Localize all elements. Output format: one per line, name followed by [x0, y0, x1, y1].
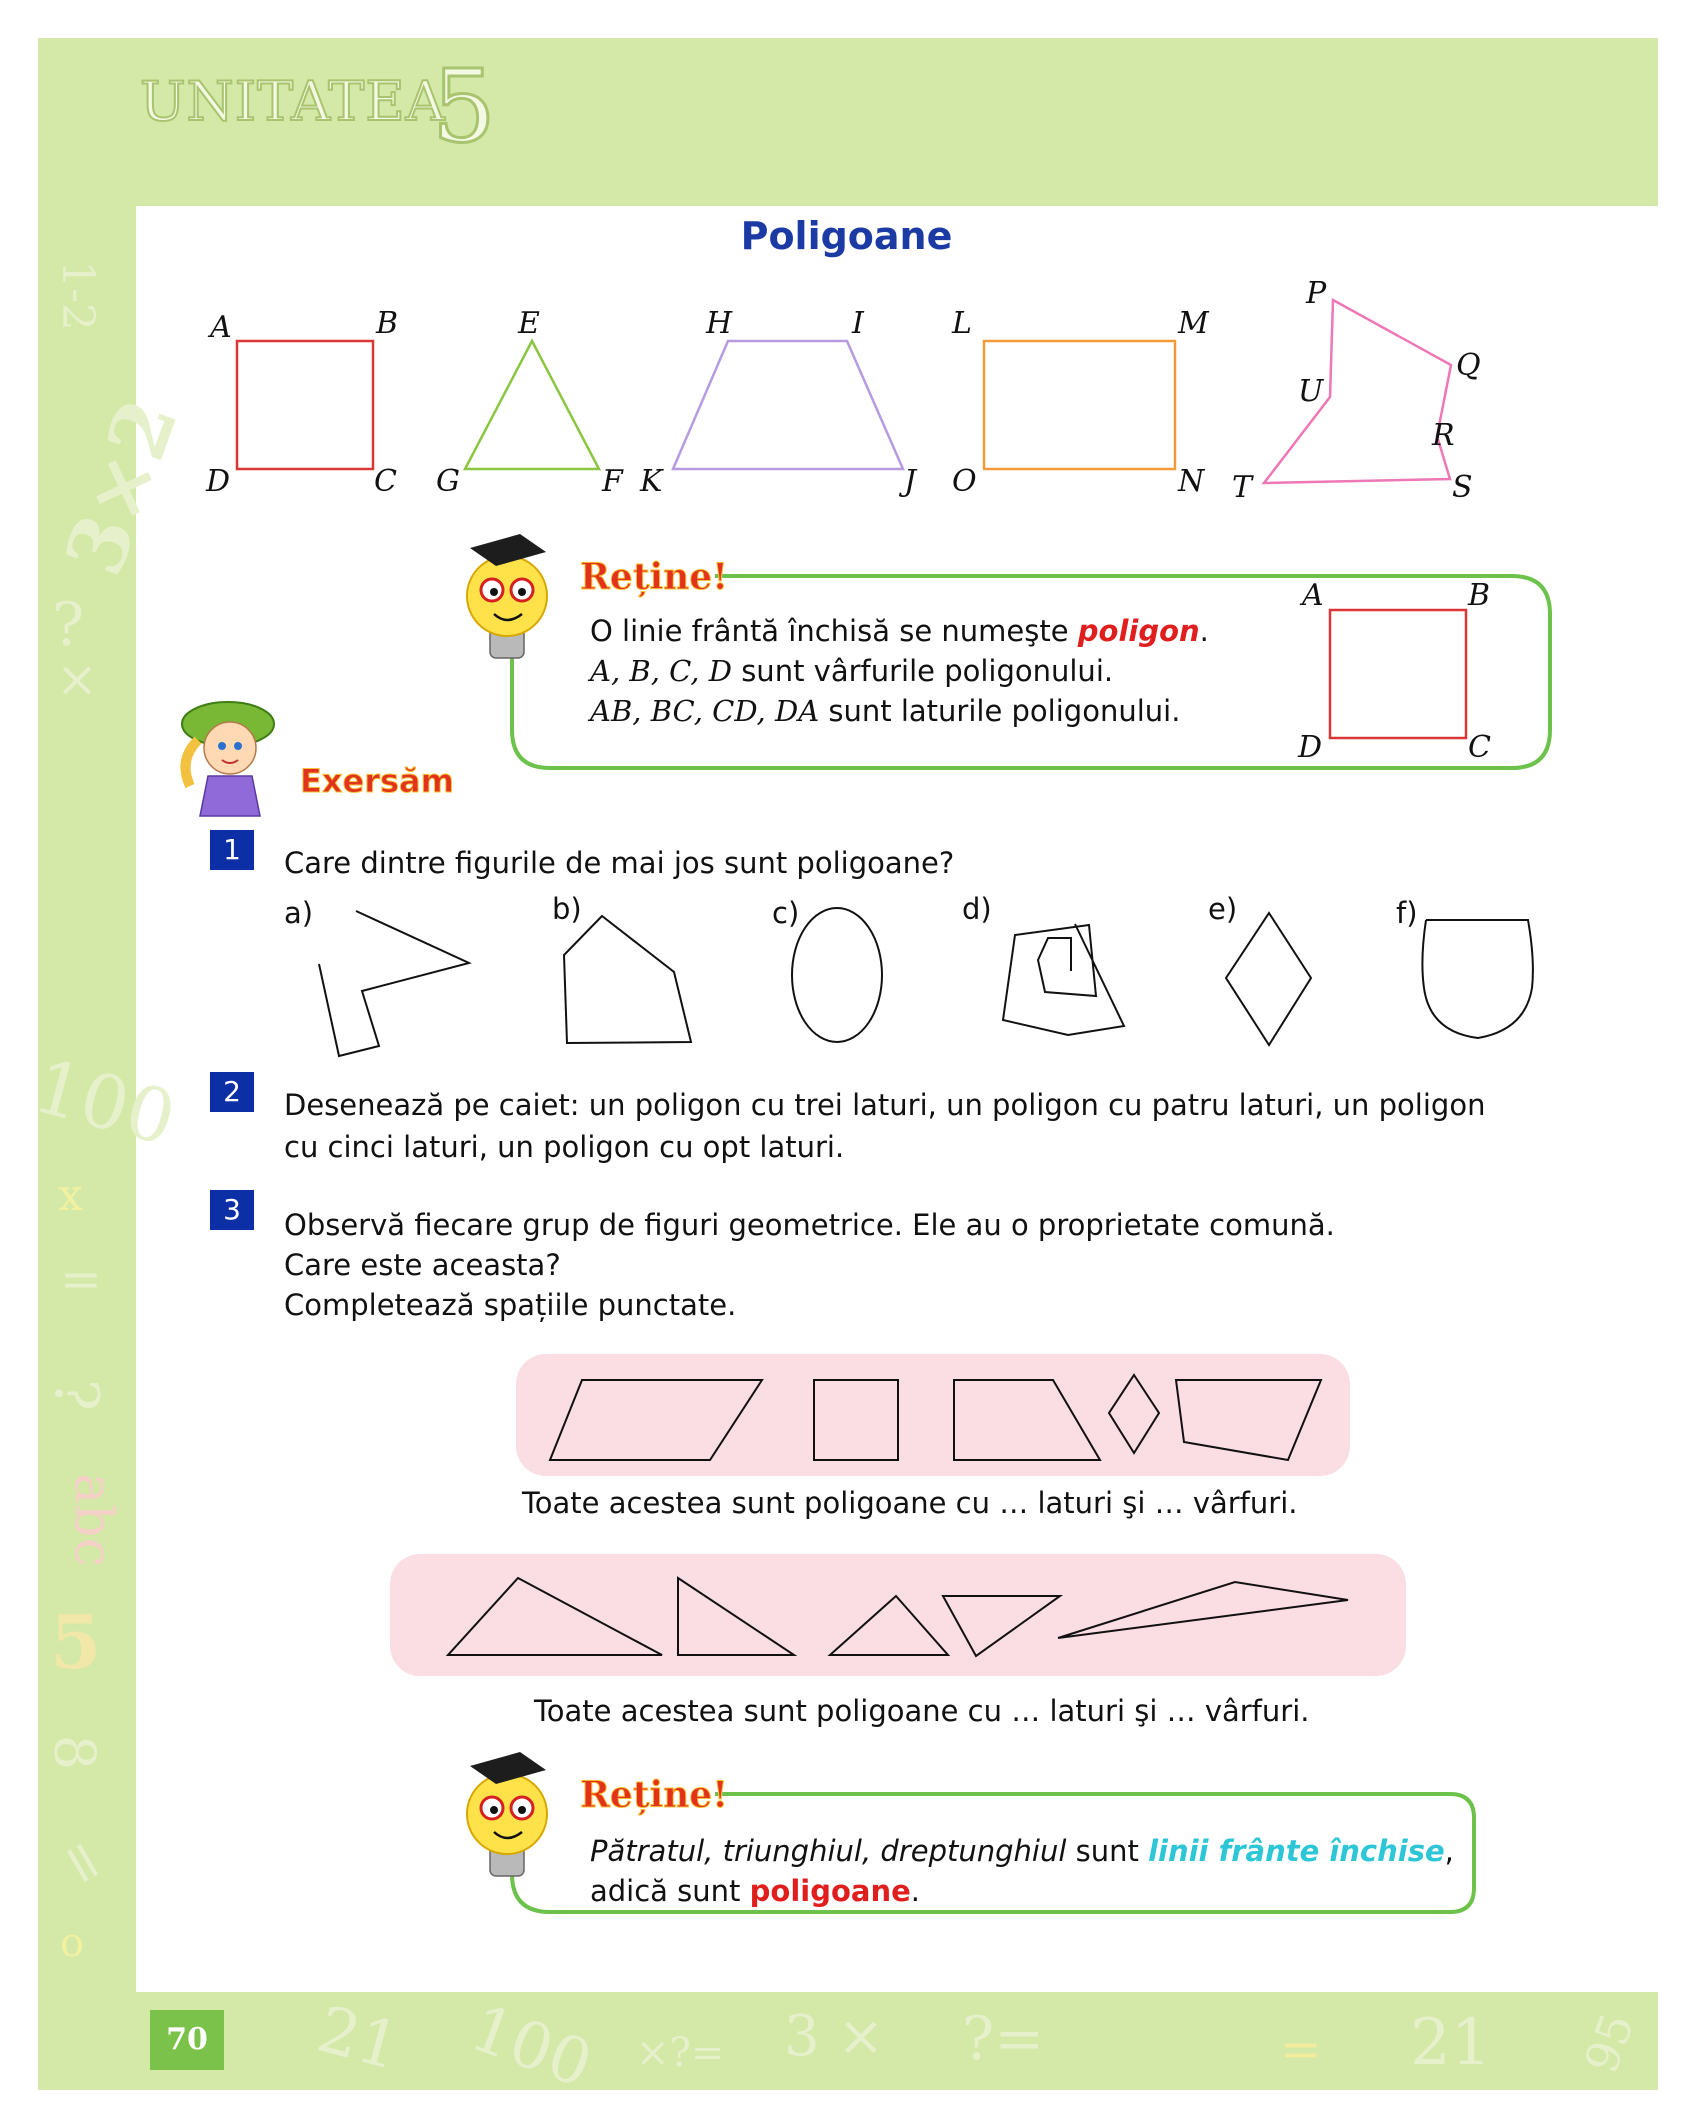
retine-sides: AB, BC, CD, DA — [590, 694, 820, 728]
footer-decoration: ×?= — [636, 2030, 725, 2076]
side-decoration: 5 — [50, 1600, 102, 1686]
triangle-egf — [465, 341, 599, 469]
footer-decoration: = — [1280, 2020, 1322, 2078]
exercise-2-line: cu cinci laturi, un poligon cu opt laturi. — [284, 1130, 845, 1164]
option-label: c) — [772, 896, 800, 930]
footer-decoration: 100 — [461, 1991, 602, 2103]
option-label: d) — [962, 892, 992, 926]
exercise-number: 3 — [210, 1190, 254, 1230]
vertex-label: Q — [1456, 348, 1481, 383]
retine-shapes: Pătratul, triunghiul, dreptunghiul — [590, 1834, 1067, 1868]
vertex-label: C — [1468, 730, 1491, 765]
vertex-label: S — [1452, 470, 1473, 505]
lightbulb-mascot-icon — [467, 534, 547, 658]
vertex-label: D — [1298, 730, 1323, 765]
exercise-1-figures — [0, 880, 1693, 1060]
side-decoration: x — [58, 1170, 83, 1221]
retine-line-1 — [590, 614, 1209, 648]
retine-text: . — [910, 1874, 920, 1908]
vertex-label: I — [852, 306, 864, 341]
retine-heading: Reține! — [580, 1774, 729, 1816]
retine-text: . — [1199, 614, 1209, 648]
polygon-pqrsut — [1264, 300, 1451, 483]
exercise-number: 2 — [210, 1072, 254, 1112]
side-decoration: = — [60, 1250, 102, 1308]
girl-mascot-icon — [168, 690, 298, 820]
footer-decoration: 95 — [1573, 2006, 1645, 2080]
retine-text: sunt — [1066, 1834, 1149, 1868]
vertex-label: T — [1232, 470, 1253, 505]
retine-emphasis: poligon — [1077, 614, 1200, 648]
retine-text: sunt vârfurile poligonului. — [731, 654, 1114, 688]
figure-f — [1422, 920, 1533, 1038]
triangles-panel — [388, 1552, 1408, 1680]
vertex-label: C — [374, 464, 397, 499]
retine-2-line-2 — [590, 1874, 920, 1908]
retine-vertices: A, B, C, D — [590, 654, 732, 688]
figure-c — [792, 908, 882, 1042]
rectangle-lmno — [984, 341, 1175, 469]
side-decoration: × — [56, 650, 98, 708]
vertex-label: L — [952, 306, 972, 341]
side-decoration: 1-2 — [51, 260, 103, 331]
vertex-label: D — [206, 464, 231, 499]
unit-number: 5 — [432, 48, 496, 165]
vertex-label: F — [602, 464, 623, 499]
option-label: a) — [284, 896, 314, 930]
side-decoration: 8 — [41, 1734, 107, 1771]
exercise-1-question: Care dintre figurile de mai jos sunt poligoane? — [284, 846, 955, 880]
square-abcd — [237, 341, 373, 469]
page-number: 70 — [150, 2010, 224, 2070]
retine-line-2 — [590, 654, 1113, 688]
side-decoration: = — [43, 1825, 124, 1900]
side-decoration: ? — [52, 590, 85, 660]
vertex-label: H — [706, 306, 733, 341]
option-label: b) — [552, 892, 582, 926]
caption-triangles: Toate acestea sunt poligoane cu … laturi şi … vârfuri. — [534, 1694, 1310, 1728]
figure-e — [1226, 913, 1311, 1045]
vertex-label: A — [1302, 578, 1324, 613]
caption-quadrilaterals: Toate acestea sunt poligoane cu … laturi şi … vârfuri. — [522, 1486, 1298, 1520]
vertex-label: B — [1468, 578, 1491, 613]
vertex-label: P — [1306, 276, 1327, 311]
exercise-2-line: Desenează pe caiet: un poligon cu trei laturi, un poligon cu patru laturi, un poligon — [284, 1088, 1486, 1122]
retine-line-3 — [590, 694, 1180, 728]
vertex-label: K — [640, 464, 663, 499]
figure-a — [319, 911, 469, 1056]
side-decoration: o — [60, 1920, 85, 1966]
footer-decoration: 3 × — [784, 2004, 885, 2069]
footer-decoration: 21 — [1410, 2006, 1492, 2080]
retine-text: O linie frântă închisă se numeşte — [590, 614, 1078, 648]
retine-text: , — [1444, 1834, 1454, 1868]
lightbulb-mascot-icon — [467, 1752, 547, 1876]
side-decoration: ? — [41, 1378, 112, 1412]
footer-decoration: ?= — [962, 2004, 1045, 2074]
vertex-label: M — [1178, 306, 1209, 341]
vertex-label: J — [904, 464, 917, 499]
exercise-number: 1 — [210, 830, 254, 870]
retine-emphasis: poligoane — [749, 1874, 911, 1908]
quadrilaterals-panel — [514, 1352, 1354, 1480]
footer-decoration: 21 — [309, 1992, 408, 2086]
side-decoration: 3×2 — [46, 387, 196, 587]
vertex-label: A — [210, 310, 232, 345]
side-decoration: 100 — [25, 1043, 184, 1163]
side-decoration: abc — [62, 1473, 123, 1567]
unit-title: UNITATEA — [140, 70, 446, 133]
exersam-heading: Exersăm — [300, 762, 454, 800]
vertex-label: O — [952, 464, 977, 499]
trapezoid-hijk — [673, 341, 903, 469]
exercise-3-line: Observă fiecare grup de figuri geometrice. Ele au o proprietate comună. — [284, 1208, 1335, 1242]
vertex-label: U — [1298, 374, 1324, 409]
retine-emphasis: linii frânte închise — [1148, 1834, 1445, 1868]
exercise-3-line: Care este aceasta? — [284, 1248, 561, 1282]
option-label: f) — [1396, 896, 1418, 930]
vertex-label: R — [1432, 418, 1455, 453]
option-label: e) — [1208, 892, 1238, 926]
page-title: Poligoane — [740, 214, 953, 258]
retine-heading: Reține! — [580, 556, 729, 598]
vertex-label: G — [436, 464, 460, 499]
retine-2-line-1 — [590, 1834, 1454, 1868]
exercise-3-line: Completează spațiile punctate. — [284, 1288, 737, 1322]
vertex-label: E — [518, 306, 540, 341]
retine-text: adică sunt — [590, 1874, 750, 1908]
vertex-label: B — [376, 306, 399, 341]
figure-b — [564, 916, 691, 1043]
vertex-label: N — [1178, 464, 1205, 499]
retine-text: sunt laturile poligonului. — [819, 694, 1181, 728]
figure-d — [1003, 924, 1124, 1035]
